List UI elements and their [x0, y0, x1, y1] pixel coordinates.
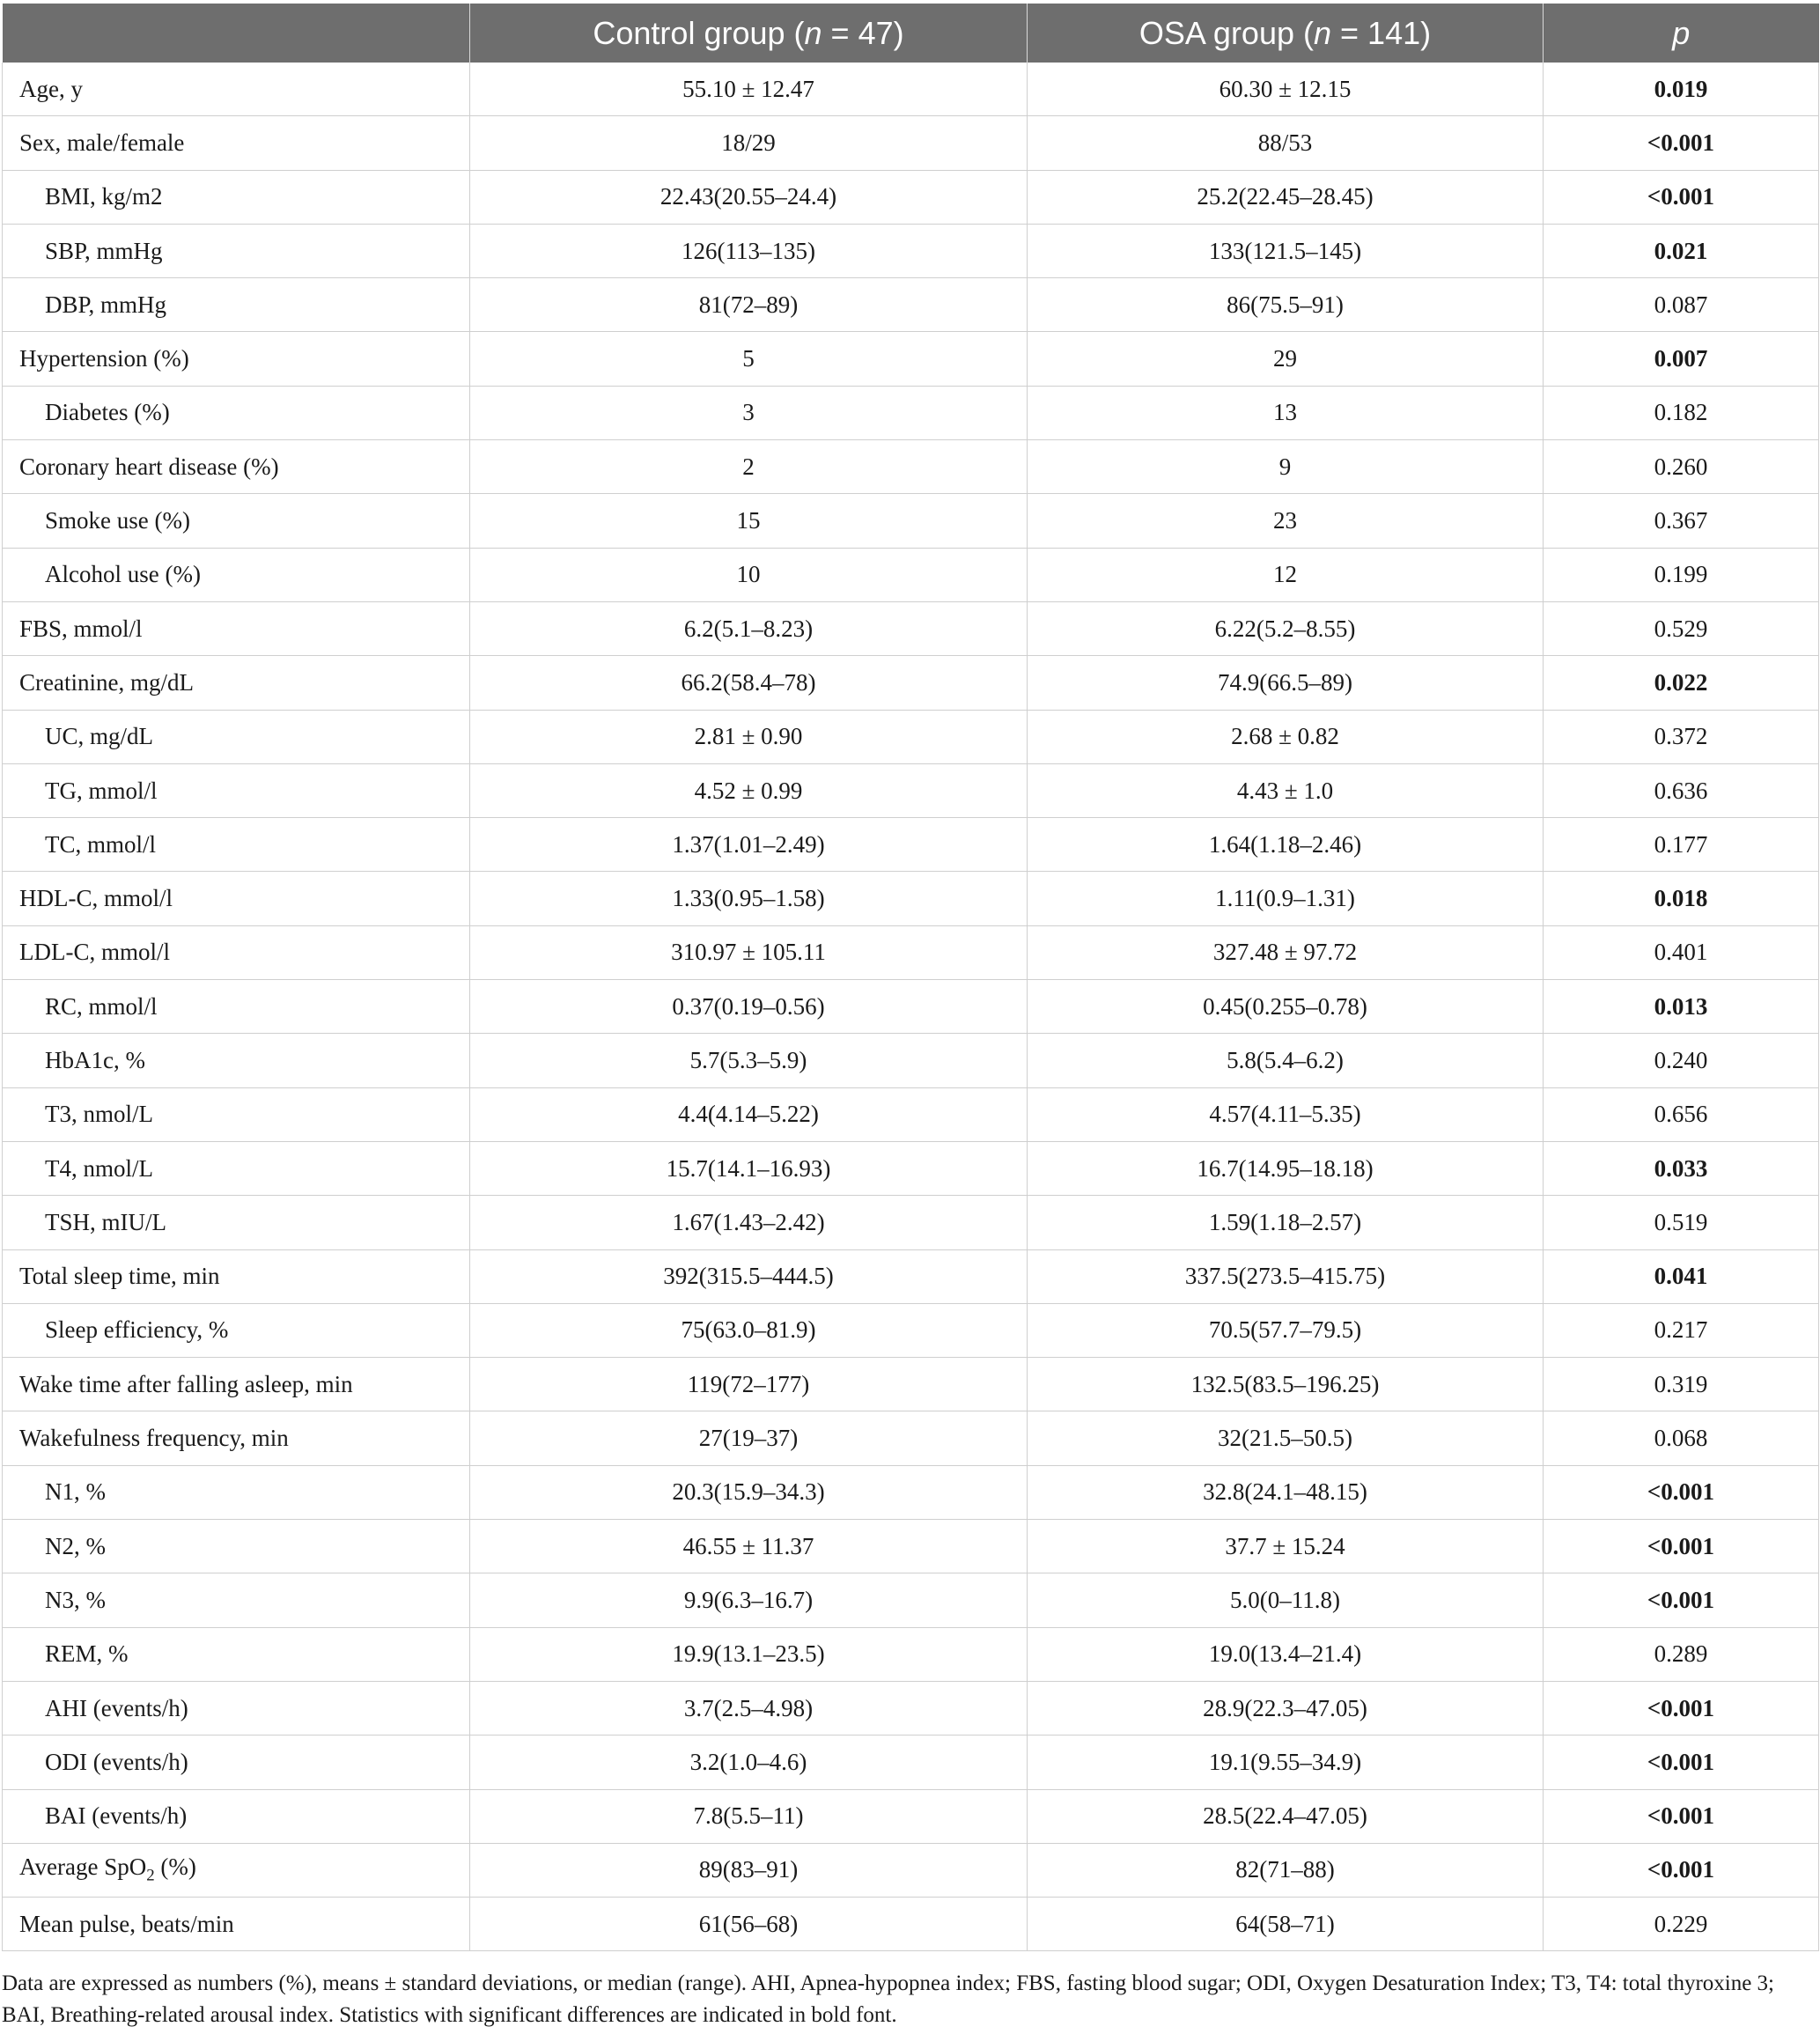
row-label [3, 925, 470, 979]
osa-value: 37.7 ± 15.24 [1028, 1520, 1544, 1573]
p-value: 0.217 [1544, 1303, 1819, 1357]
osa-value: 19.0(13.4–21.4) [1028, 1627, 1544, 1681]
table-row [3, 1087, 1819, 1141]
row-label [3, 1141, 470, 1195]
control-value: 19.9(13.1–23.5) [470, 1627, 1028, 1681]
row-label [3, 548, 470, 601]
p-value: 0.199 [1544, 548, 1819, 601]
row-label-suffix: (%) [154, 1853, 196, 1881]
control-value: 4.4(4.14–5.22) [470, 1087, 1028, 1141]
osa-value: 1.64(1.18–2.46) [1028, 818, 1544, 872]
p-value: 0.656 [1544, 1087, 1819, 1141]
table-row [3, 925, 1819, 979]
row-label-text: N2, % [45, 1532, 106, 1559]
control-value: 81(72–89) [470, 278, 1028, 332]
table-row [3, 1249, 1819, 1303]
row-label [3, 601, 470, 655]
osa-value: 9 [1028, 440, 1544, 494]
row-label [3, 818, 470, 872]
row-label-text: Creatinine, mg/dL [19, 668, 194, 696]
osa-value: 327.48 ± 97.72 [1028, 925, 1544, 979]
osa-value: 60.30 ± 12.15 [1028, 63, 1544, 116]
row-label [3, 116, 470, 170]
row-label-text: Average SpO [19, 1853, 147, 1881]
p-value: <0.001 [1544, 1681, 1819, 1735]
row-label [3, 63, 470, 116]
osa-value: 28.9(22.3–47.05) [1028, 1681, 1544, 1735]
row-label [3, 440, 470, 494]
p-value: 0.401 [1544, 925, 1819, 979]
control-value: 20.3(15.9–34.3) [470, 1465, 1028, 1519]
osa-value: 12 [1028, 548, 1544, 601]
row-label-text: Smoke use (%) [45, 507, 190, 534]
row-label-text: FBS, mmol/l [19, 615, 143, 642]
table-row [3, 1358, 1819, 1411]
row-label-text: Hypertension (%) [19, 345, 189, 372]
table-row [3, 656, 1819, 710]
row-label-text: Alcohol use (%) [45, 561, 201, 588]
row-label-text: ODI (events/h) [45, 1748, 188, 1775]
row-label-text: DBP, mmHg [45, 291, 167, 318]
header-variable [3, 4, 470, 63]
table-row [3, 980, 1819, 1034]
row-label-text: BAI (events/h) [45, 1802, 188, 1830]
osa-value: 337.5(273.5–415.75) [1028, 1249, 1544, 1303]
control-value: 3.2(1.0–4.6) [470, 1736, 1028, 1789]
control-value: 2.81 ± 0.90 [470, 710, 1028, 763]
row-label [3, 1681, 470, 1735]
control-value: 89(83–91) [470, 1843, 1028, 1897]
osa-value: 4.57(4.11–5.35) [1028, 1087, 1544, 1141]
osa-value: 5.8(5.4–6.2) [1028, 1034, 1544, 1087]
table-row [3, 1736, 1819, 1789]
comparison-table [2, 4, 1819, 1951]
row-label [3, 1520, 470, 1573]
osa-value: 28.5(22.4–47.05) [1028, 1789, 1544, 1843]
p-value: <0.001 [1544, 1465, 1819, 1519]
row-label-text: Sleep efficiency, % [45, 1316, 229, 1344]
control-value: 5 [470, 332, 1028, 386]
p-value: 0.177 [1544, 818, 1819, 872]
table-row [3, 1789, 1819, 1843]
p-value: 0.372 [1544, 710, 1819, 763]
row-label-text: TSH, mIU/L [45, 1208, 166, 1235]
row-label [3, 1249, 470, 1303]
row-label [3, 1358, 470, 1411]
control-value: 66.2(58.4–78) [470, 656, 1028, 710]
row-label-text: TG, mmol/l [45, 777, 158, 804]
control-value: 10 [470, 548, 1028, 601]
osa-value: 1.11(0.9–1.31) [1028, 872, 1544, 925]
table-row [3, 1034, 1819, 1087]
row-label-subscript: 2 [146, 1866, 155, 1885]
p-value: 0.087 [1544, 278, 1819, 332]
table-row [3, 494, 1819, 548]
osa-value: 88/53 [1028, 116, 1544, 170]
p-value: 0.529 [1544, 601, 1819, 655]
row-label [3, 656, 470, 710]
osa-value: 132.5(83.5–196.25) [1028, 1358, 1544, 1411]
table-row [3, 332, 1819, 386]
control-value: 22.43(20.55–24.4) [470, 170, 1028, 224]
control-value: 1.67(1.43–2.42) [470, 1196, 1028, 1249]
table-row [3, 1627, 1819, 1681]
p-value: <0.001 [1544, 1843, 1819, 1897]
p-value: 0.021 [1544, 224, 1819, 277]
row-label-text: Wakefulness frequency, min [19, 1425, 289, 1452]
p-value: 0.319 [1544, 1358, 1819, 1411]
row-label [3, 224, 470, 277]
row-label [3, 1196, 470, 1249]
p-value: 0.041 [1544, 1249, 1819, 1303]
osa-value: 74.9(66.5–89) [1028, 656, 1544, 710]
table-row [3, 818, 1819, 872]
control-value: 119(72–177) [470, 1358, 1028, 1411]
header-text-post: = 141) [1331, 14, 1432, 51]
row-label [3, 1573, 470, 1627]
row-label-text: Sex, male/female [19, 129, 185, 156]
osa-value: 16.7(14.95–18.18) [1028, 1141, 1544, 1195]
row-label-text: Mean pulse, beats/min [19, 1910, 234, 1937]
control-value: 46.55 ± 11.37 [470, 1520, 1028, 1573]
p-value: 0.229 [1544, 1898, 1819, 1951]
control-value: 1.33(0.95–1.58) [470, 872, 1028, 925]
table-row [3, 1898, 1819, 1951]
row-label [3, 1465, 470, 1519]
row-label [3, 1411, 470, 1465]
osa-value: 19.1(9.55–34.9) [1028, 1736, 1544, 1789]
osa-value: 82(71–88) [1028, 1843, 1544, 1897]
table-row [3, 601, 1819, 655]
row-label-text: N3, % [45, 1586, 106, 1613]
control-value: 0.37(0.19–0.56) [470, 980, 1028, 1034]
control-value: 61(56–68) [470, 1898, 1028, 1951]
control-value: 2 [470, 440, 1028, 494]
row-label [3, 1087, 470, 1141]
table-row [3, 440, 1819, 494]
row-label-text: Age, y [19, 75, 83, 102]
p-value: 0.018 [1544, 872, 1819, 925]
p-value: 0.367 [1544, 494, 1819, 548]
header-p-value [1544, 4, 1819, 63]
header-row [3, 4, 1819, 63]
table-row [3, 278, 1819, 332]
control-value: 6.2(5.1–8.23) [470, 601, 1028, 655]
row-label [3, 1789, 470, 1843]
control-value: 3.7(2.5–4.98) [470, 1681, 1028, 1735]
osa-value: 86(75.5–91) [1028, 278, 1544, 332]
row-label [3, 710, 470, 763]
row-label-text: HbA1c, % [45, 1046, 145, 1073]
table-footnote: Data are expressed as numbers (%), means ± standard deviations, or median (range). AHI, Apnea-hypopnea index; FBS, fasting blood sugar; ODI, Oxygen Desaturation Index; T3, T4: total thyroxine 3; BAI, Breathing-related arousal index. Statistics with significant differences are indicated in bold font. [2, 1971, 1775, 2027]
row-label-text: HDL-C, mmol/l [19, 885, 173, 912]
header-osa-group [1028, 4, 1544, 63]
row-label-text: SBP, mmHg [45, 237, 163, 264]
table-row [3, 1411, 1819, 1465]
p-value: <0.001 [1544, 116, 1819, 170]
p-value: <0.001 [1544, 1520, 1819, 1573]
row-label-text: AHI (events/h) [45, 1694, 188, 1721]
osa-value: 6.22(5.2–8.55) [1028, 601, 1544, 655]
header-control-group [470, 4, 1028, 63]
row-label-text: REM, % [45, 1640, 129, 1668]
osa-value: 0.45(0.255–0.78) [1028, 980, 1544, 1034]
control-value: 310.97 ± 105.11 [470, 925, 1028, 979]
row-label [3, 386, 470, 439]
control-value: 7.8(5.5–11) [470, 1789, 1028, 1843]
p-value: 0.289 [1544, 1627, 1819, 1681]
table-row [3, 1843, 1819, 1897]
control-value: 55.10 ± 12.47 [470, 63, 1028, 116]
row-label-text: N1, % [45, 1478, 106, 1506]
osa-value: 1.59(1.18–2.57) [1028, 1196, 1544, 1249]
row-label [3, 1627, 470, 1681]
header-text: OSA group ( [1138, 14, 1314, 51]
p-value: 0.260 [1544, 440, 1819, 494]
table-row [3, 170, 1819, 224]
control-value: 126(113–135) [470, 224, 1028, 277]
table-row [3, 1681, 1819, 1735]
p-value: 0.013 [1544, 980, 1819, 1034]
row-label-text: Total sleep time, min [19, 1263, 220, 1290]
table-row [3, 872, 1819, 925]
control-value: 75(63.0–81.9) [470, 1303, 1028, 1357]
osa-value: 4.43 ± 1.0 [1028, 763, 1544, 817]
osa-value: 25.2(22.45–28.45) [1028, 170, 1544, 224]
header-italic-text: n [804, 14, 822, 51]
table-row [3, 116, 1819, 170]
row-label-text: BMI, kg/m2 [45, 183, 163, 210]
row-label [3, 170, 470, 224]
control-value: 9.9(6.3–16.7) [470, 1573, 1028, 1627]
p-value: <0.001 [1544, 170, 1819, 224]
row-label-text: TC, mmol/l [45, 830, 157, 858]
p-value: <0.001 [1544, 1736, 1819, 1789]
control-value: 4.52 ± 0.99 [470, 763, 1028, 817]
table-row [3, 1465, 1819, 1519]
row-label [3, 980, 470, 1034]
p-value: 0.019 [1544, 63, 1819, 116]
p-value: <0.001 [1544, 1789, 1819, 1843]
row-label [3, 332, 470, 386]
row-label [3, 1736, 470, 1789]
row-label-text: T3, nmol/L [45, 1101, 153, 1128]
osa-value: 2.68 ± 0.82 [1028, 710, 1544, 763]
control-value: 27(19–37) [470, 1411, 1028, 1465]
row-label [3, 1303, 470, 1357]
control-value: 15 [470, 494, 1028, 548]
osa-value: 23 [1028, 494, 1544, 548]
row-label-text: T4, nmol/L [45, 1154, 153, 1182]
table-row [3, 1196, 1819, 1249]
row-label-text: Coronary heart disease (%) [19, 453, 279, 480]
p-value: 0.519 [1544, 1196, 1819, 1249]
osa-value: 70.5(57.7–79.5) [1028, 1303, 1544, 1357]
row-label [3, 872, 470, 925]
row-label-text: LDL-C, mmol/l [19, 939, 170, 966]
osa-value: 13 [1028, 386, 1544, 439]
row-label [3, 278, 470, 332]
table-row [3, 548, 1819, 601]
control-value: 5.7(5.3–5.9) [470, 1034, 1028, 1087]
osa-value: 133(121.5–145) [1028, 224, 1544, 277]
p-value: 0.636 [1544, 763, 1819, 817]
osa-value: 32.8(24.1–48.15) [1028, 1465, 1544, 1519]
header-italic-text: p [1672, 14, 1691, 51]
p-value: 0.182 [1544, 386, 1819, 439]
osa-value: 64(58–71) [1028, 1898, 1544, 1951]
osa-value: 29 [1028, 332, 1544, 386]
p-value: 0.007 [1544, 332, 1819, 386]
row-label-text: RC, mmol/l [45, 992, 158, 1020]
control-value: 18/29 [470, 116, 1028, 170]
table-body [3, 63, 1819, 1951]
table-row [3, 1141, 1819, 1195]
row-label [3, 1034, 470, 1087]
control-value: 3 [470, 386, 1028, 439]
header-italic-text: n [1313, 14, 1332, 51]
table-row [3, 763, 1819, 817]
row-label-text: Diabetes (%) [45, 399, 170, 426]
osa-value: 5.0(0–11.8) [1028, 1573, 1544, 1627]
p-value: 0.240 [1544, 1034, 1819, 1087]
row-label [3, 763, 470, 817]
p-value: 0.068 [1544, 1411, 1819, 1465]
table-row [3, 1520, 1819, 1573]
control-value: 15.7(14.1–16.93) [470, 1141, 1028, 1195]
control-value: 392(315.5–444.5) [470, 1249, 1028, 1303]
row-label [3, 1843, 470, 1897]
p-value: 0.033 [1544, 1141, 1819, 1195]
table-row [3, 63, 1819, 116]
control-value: 1.37(1.01–2.49) [470, 818, 1028, 872]
row-label-text: UC, mg/dL [45, 723, 154, 750]
header-text: Control group ( [593, 14, 805, 51]
table-row [3, 710, 1819, 763]
table-row [3, 1573, 1819, 1627]
table-row [3, 1303, 1819, 1357]
p-value: <0.001 [1544, 1573, 1819, 1627]
osa-value: 32(21.5–50.5) [1028, 1411, 1544, 1465]
header-text-post: = 47) [822, 14, 904, 51]
row-label-text: Wake time after falling asleep, min [19, 1370, 353, 1397]
table-header [3, 4, 1819, 63]
row-label [3, 1898, 470, 1951]
table-row [3, 224, 1819, 277]
p-value: 0.022 [1544, 656, 1819, 710]
row-label [3, 494, 470, 548]
table-row [3, 386, 1819, 439]
